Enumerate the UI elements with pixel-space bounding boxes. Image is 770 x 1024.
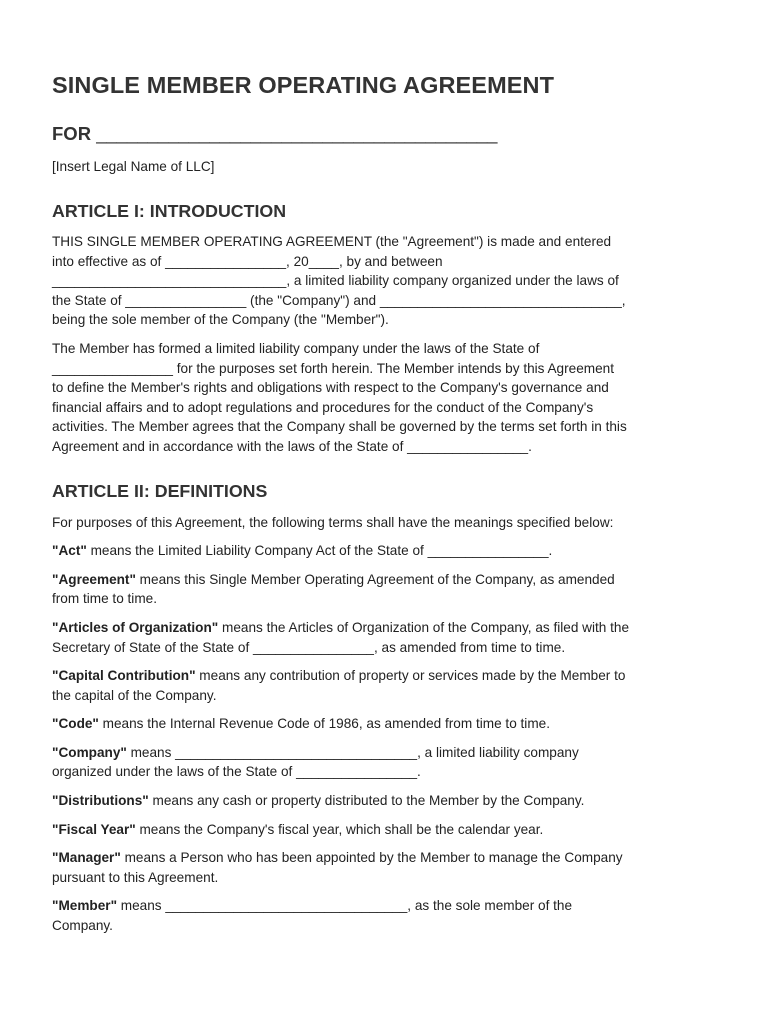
definition-capital-contribution (52, 666, 718, 705)
definition-text: means the Internal Revenue Code of 1986, as amended from time to time. (98, 716, 550, 732)
definition-term: "Articles of Organization" (52, 619, 219, 635)
text-line: to define the Member's rights and obligations with respect to the Company's governance and (52, 380, 609, 396)
definition-term: "Act" (52, 543, 87, 559)
definition-text: means the Company's fiscal year, which shall be the calendar year. (135, 821, 544, 837)
definition-text: means a Person who has been appointed by the Member to manage the Company (120, 850, 623, 866)
article-2-heading: ARTICLE II: DEFINITIONS (52, 480, 268, 501)
article-1-heading: ARTICLE I: INTRODUCTION (52, 201, 287, 221)
text-line (52, 743, 718, 763)
definition-articles-of-organization (52, 618, 718, 657)
text-line: _______________________________, a limited liability company organized under the laws of (52, 273, 619, 289)
definition-text: means ________________________________, a limited liability company (126, 744, 579, 760)
article-1-paragraph-2 (52, 339, 718, 457)
text-line (52, 896, 718, 916)
article-1-paragraph-1 (52, 232, 718, 330)
definition-agreement (52, 570, 718, 609)
definition-term: "Capital Contribution" (52, 668, 196, 684)
text-line: The Member has formed a limited liability company under the laws of the State of (52, 340, 540, 356)
text-line: Agreement and in accordance with the laws of the State of ________________. (52, 438, 532, 454)
text-line: Secretary of State of the State of ________________, as amended from time to time. (52, 639, 566, 655)
text-line: THIS SINGLE MEMBER OPERATING AGREEMENT (the "Agreement") is made and entered (52, 234, 612, 249)
definition-fiscal-year (52, 820, 718, 840)
definition-distributions (52, 791, 718, 811)
text-line (52, 541, 718, 561)
definition-term: "Code" (52, 716, 99, 732)
text-line (52, 791, 718, 811)
text-line: Company. (52, 918, 113, 934)
definition-term: "Manager" (52, 850, 121, 866)
definition-code (52, 714, 718, 734)
text-line (52, 618, 718, 638)
definition-text: means ________________________________, as the sole member of the (117, 898, 573, 914)
text-line: ________________ for the purposes set forth herein. The Member intends by this Agreement (52, 360, 614, 376)
document-title: SINGLE MEMBER OPERATING AGREEMENT (52, 72, 555, 98)
definition-term: "Company" (52, 744, 127, 760)
definition-term: "Member" (52, 898, 118, 914)
text-line: organized under the laws of the State of ________________. (52, 764, 421, 780)
text-line (52, 848, 718, 868)
definition-term: "Distributions" (52, 793, 149, 809)
text-line: being the sole member of the Company (the "Member"). (52, 312, 389, 328)
for-label: FOR (52, 123, 92, 144)
definition-text: means any cash or property distributed to the Member by the Company. (148, 793, 585, 809)
text-line (52, 666, 718, 686)
definition-member (52, 896, 718, 935)
text-line: the capital of the Company. (52, 687, 217, 703)
text-line: from time to time. (52, 591, 157, 607)
definition-text: means this Single Member Operating Agreement of the Company, as amended (135, 571, 615, 587)
text-line: activities. The Member agrees that the Company shall be governed by the terms set forth in this (52, 419, 627, 435)
definition-text: means the Limited Liability Company Act of the State of ________________. (86, 543, 553, 559)
text-line: the State of ________________ (the "Company") and ________________________________, (52, 292, 626, 308)
definition-text: means any contribution of property or services made by the Member to (195, 668, 626, 684)
for-line (52, 122, 718, 146)
llc-name-hint: [Insert Legal Name of LLC] (52, 159, 215, 174)
definition-term: "Fiscal Year" (52, 821, 136, 837)
definition-term: "Agreement" (52, 571, 136, 587)
text-line (52, 820, 718, 840)
llc-name-blank: _______________________________________ (96, 123, 498, 144)
text-line: into effective as of ________________, 20____, by and between (52, 253, 443, 269)
definition-text: means the Articles of Organization of the Company, as filed with the (218, 619, 630, 635)
definition-manager (52, 848, 718, 887)
definitions-intro: For purposes of this Agreement, the following terms shall have the meanings specified below: (52, 514, 614, 530)
text-line: pursuant to this Agreement. (52, 869, 219, 885)
text-line (52, 714, 718, 734)
text-line (52, 570, 718, 590)
text-line: financial affairs and to adopt regulations and procedures for the conduct of the Company's (52, 399, 594, 415)
definition-company (52, 743, 718, 782)
definition-act (52, 541, 718, 561)
